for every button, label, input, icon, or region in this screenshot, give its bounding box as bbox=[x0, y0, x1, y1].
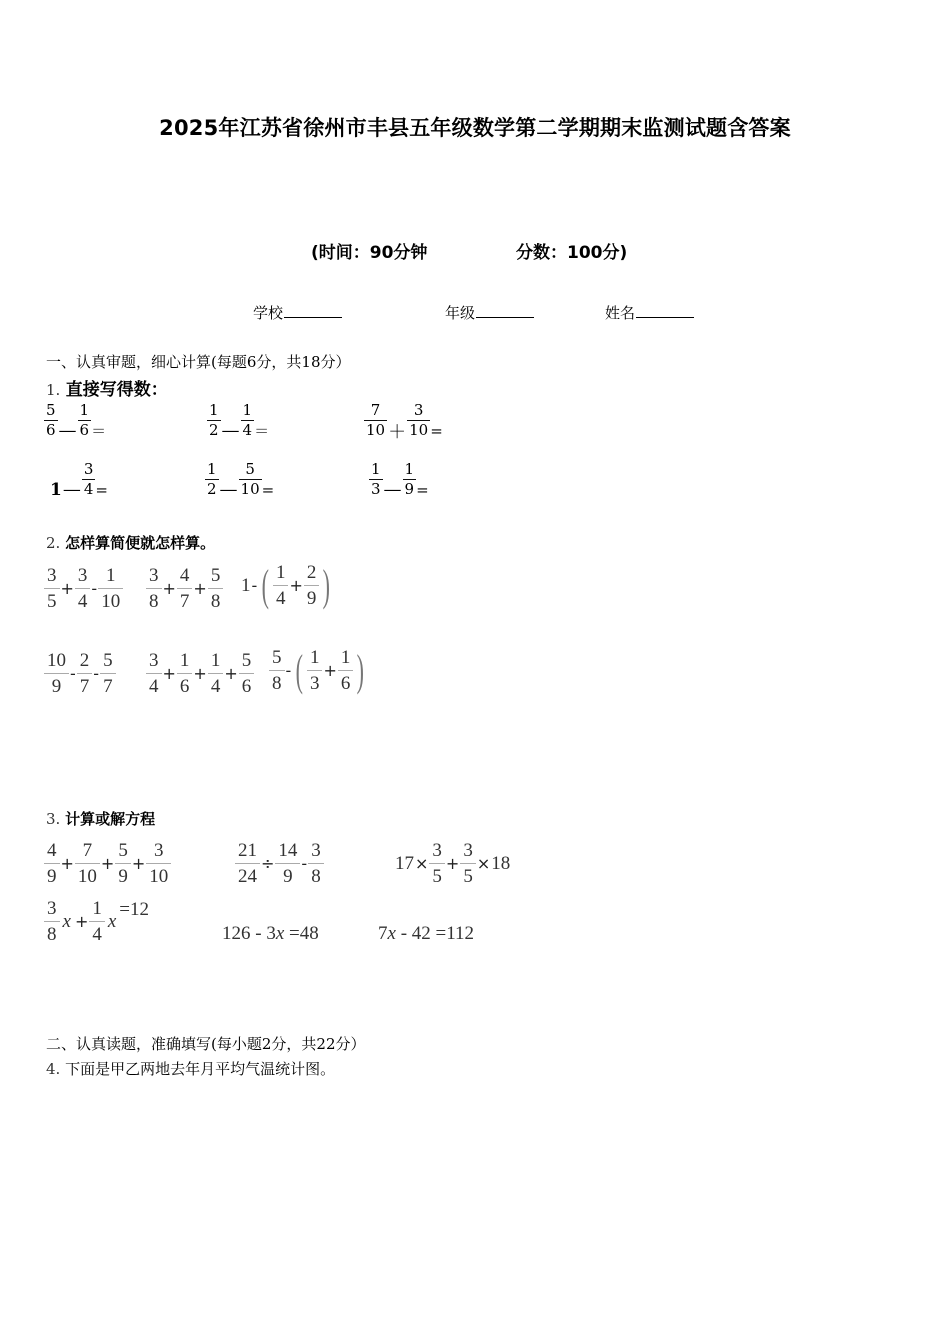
q2-expr-1: $\frac{3}{5}$ + $\frac{3}{4}$ - $\frac{1}{10}$ bbox=[44, 566, 123, 611]
q3-expr-2: $\frac{21}{24}$ ÷ $\frac{14}{9}$ - $\frac{3}{8}$ bbox=[235, 841, 324, 886]
q4-number: 4. bbox=[46, 1060, 61, 1078]
q2-expr-2: $\frac{3}{8}$ + $\frac{4}{7}$ + $\frac{5}{8}$ bbox=[146, 566, 223, 611]
name-label: 姓名 bbox=[605, 304, 636, 322]
q1-item-6: $\frac{1}{3}$ — $\frac{1}{9}$ = bbox=[371, 460, 429, 500]
q1-prompt: 直接写得数： bbox=[65, 380, 168, 400]
time-label: (时间：90分钟 bbox=[311, 243, 428, 263]
q3-expr-4: $\frac{3}{8}$ x + $\frac{1}{4}$ x =12 bbox=[44, 899, 149, 944]
q1-item-2: $\frac{1}{2}$ — $\frac{1}{4}$ ＝ bbox=[209, 401, 270, 441]
school-field[interactable] bbox=[253, 302, 342, 323]
q3-heading bbox=[46, 808, 155, 829]
q2-expr-6: $\frac{5}{8}$ - ( $\frac{1}{3}$ + $\frac{1}{6}$ ) bbox=[269, 648, 368, 693]
q3-expr-3: 17 × $\frac{3}{5}$ + $\frac{3}{5}$ × 18 bbox=[395, 840, 511, 887]
name-blank[interactable] bbox=[636, 303, 694, 318]
right-paren: ) bbox=[323, 560, 331, 610]
grade-field[interactable] bbox=[445, 302, 534, 323]
q2-expr-3: 1 - ( $\frac{1}{4}$ + $\frac{2}{9}$ ) bbox=[241, 560, 331, 610]
school-blank[interactable] bbox=[284, 303, 342, 318]
q3-expr-5: 126 - 3x =48 bbox=[222, 923, 319, 944]
q2-prompt: 怎样算简便就怎样算。 bbox=[65, 534, 216, 552]
score-label: 分数：100分) bbox=[516, 243, 628, 263]
q2-heading bbox=[46, 532, 215, 553]
q1-item-3: $\frac{7}{10}$ ＋ $\frac{3}{10}$ = bbox=[366, 401, 443, 443]
q4-heading bbox=[46, 1058, 335, 1079]
school-label: 学校 bbox=[253, 304, 284, 322]
document-title: 2025年江苏省徐州市丰县五年级数学第二学期期末监测试题含答案 bbox=[159, 116, 791, 140]
left-paren: ( bbox=[261, 560, 270, 610]
q1-heading bbox=[46, 375, 168, 400]
q1-item-4: 1 — $\frac{3}{4}$ = bbox=[50, 460, 108, 500]
q3-prompt: 计算或解方程 bbox=[65, 810, 156, 828]
section2-heading: 二、认真读题，准确填写(每小题2分，共22分） bbox=[46, 1035, 366, 1053]
grade-label: 年级 bbox=[445, 304, 476, 322]
q1-number: 1. bbox=[46, 381, 61, 399]
q1-item-1: $\frac{5}{6}$ — $\frac{1}{6}$ ＝ bbox=[46, 401, 107, 441]
q3-expr-1: $\frac{4}{9}$ + $\frac{7}{10}$ + $\frac{5}{9}$ + $\frac{3}{10}$ bbox=[44, 841, 171, 886]
q4-prompt: 下面是甲乙两地去年月平均气温统计图。 bbox=[65, 1060, 336, 1078]
q3-number: 3. bbox=[46, 810, 61, 828]
q2-expr-5: $\frac{3}{4}$ + $\frac{1}{6}$ + $\frac{1}{4}$ + $\frac{5}{6}$ bbox=[146, 651, 254, 696]
q2-expr-4: $\frac{10}{9}$ - $\frac{2}{7}$ - $\frac{5}{7}$ bbox=[44, 651, 116, 696]
q3-expr-6: 7x - 42 =112 bbox=[378, 923, 475, 944]
q1-item-5: $\frac{1}{2}$ — $\frac{5}{10}$ = bbox=[207, 460, 275, 500]
left-paren: ( bbox=[295, 645, 304, 695]
q2-number: 2. bbox=[46, 534, 61, 552]
right-paren: ) bbox=[357, 645, 365, 695]
section1-heading: 一、认真审题，细心计算(每题6分，共18分） bbox=[46, 353, 351, 371]
name-field[interactable] bbox=[605, 302, 694, 323]
grade-blank[interactable] bbox=[476, 303, 534, 318]
